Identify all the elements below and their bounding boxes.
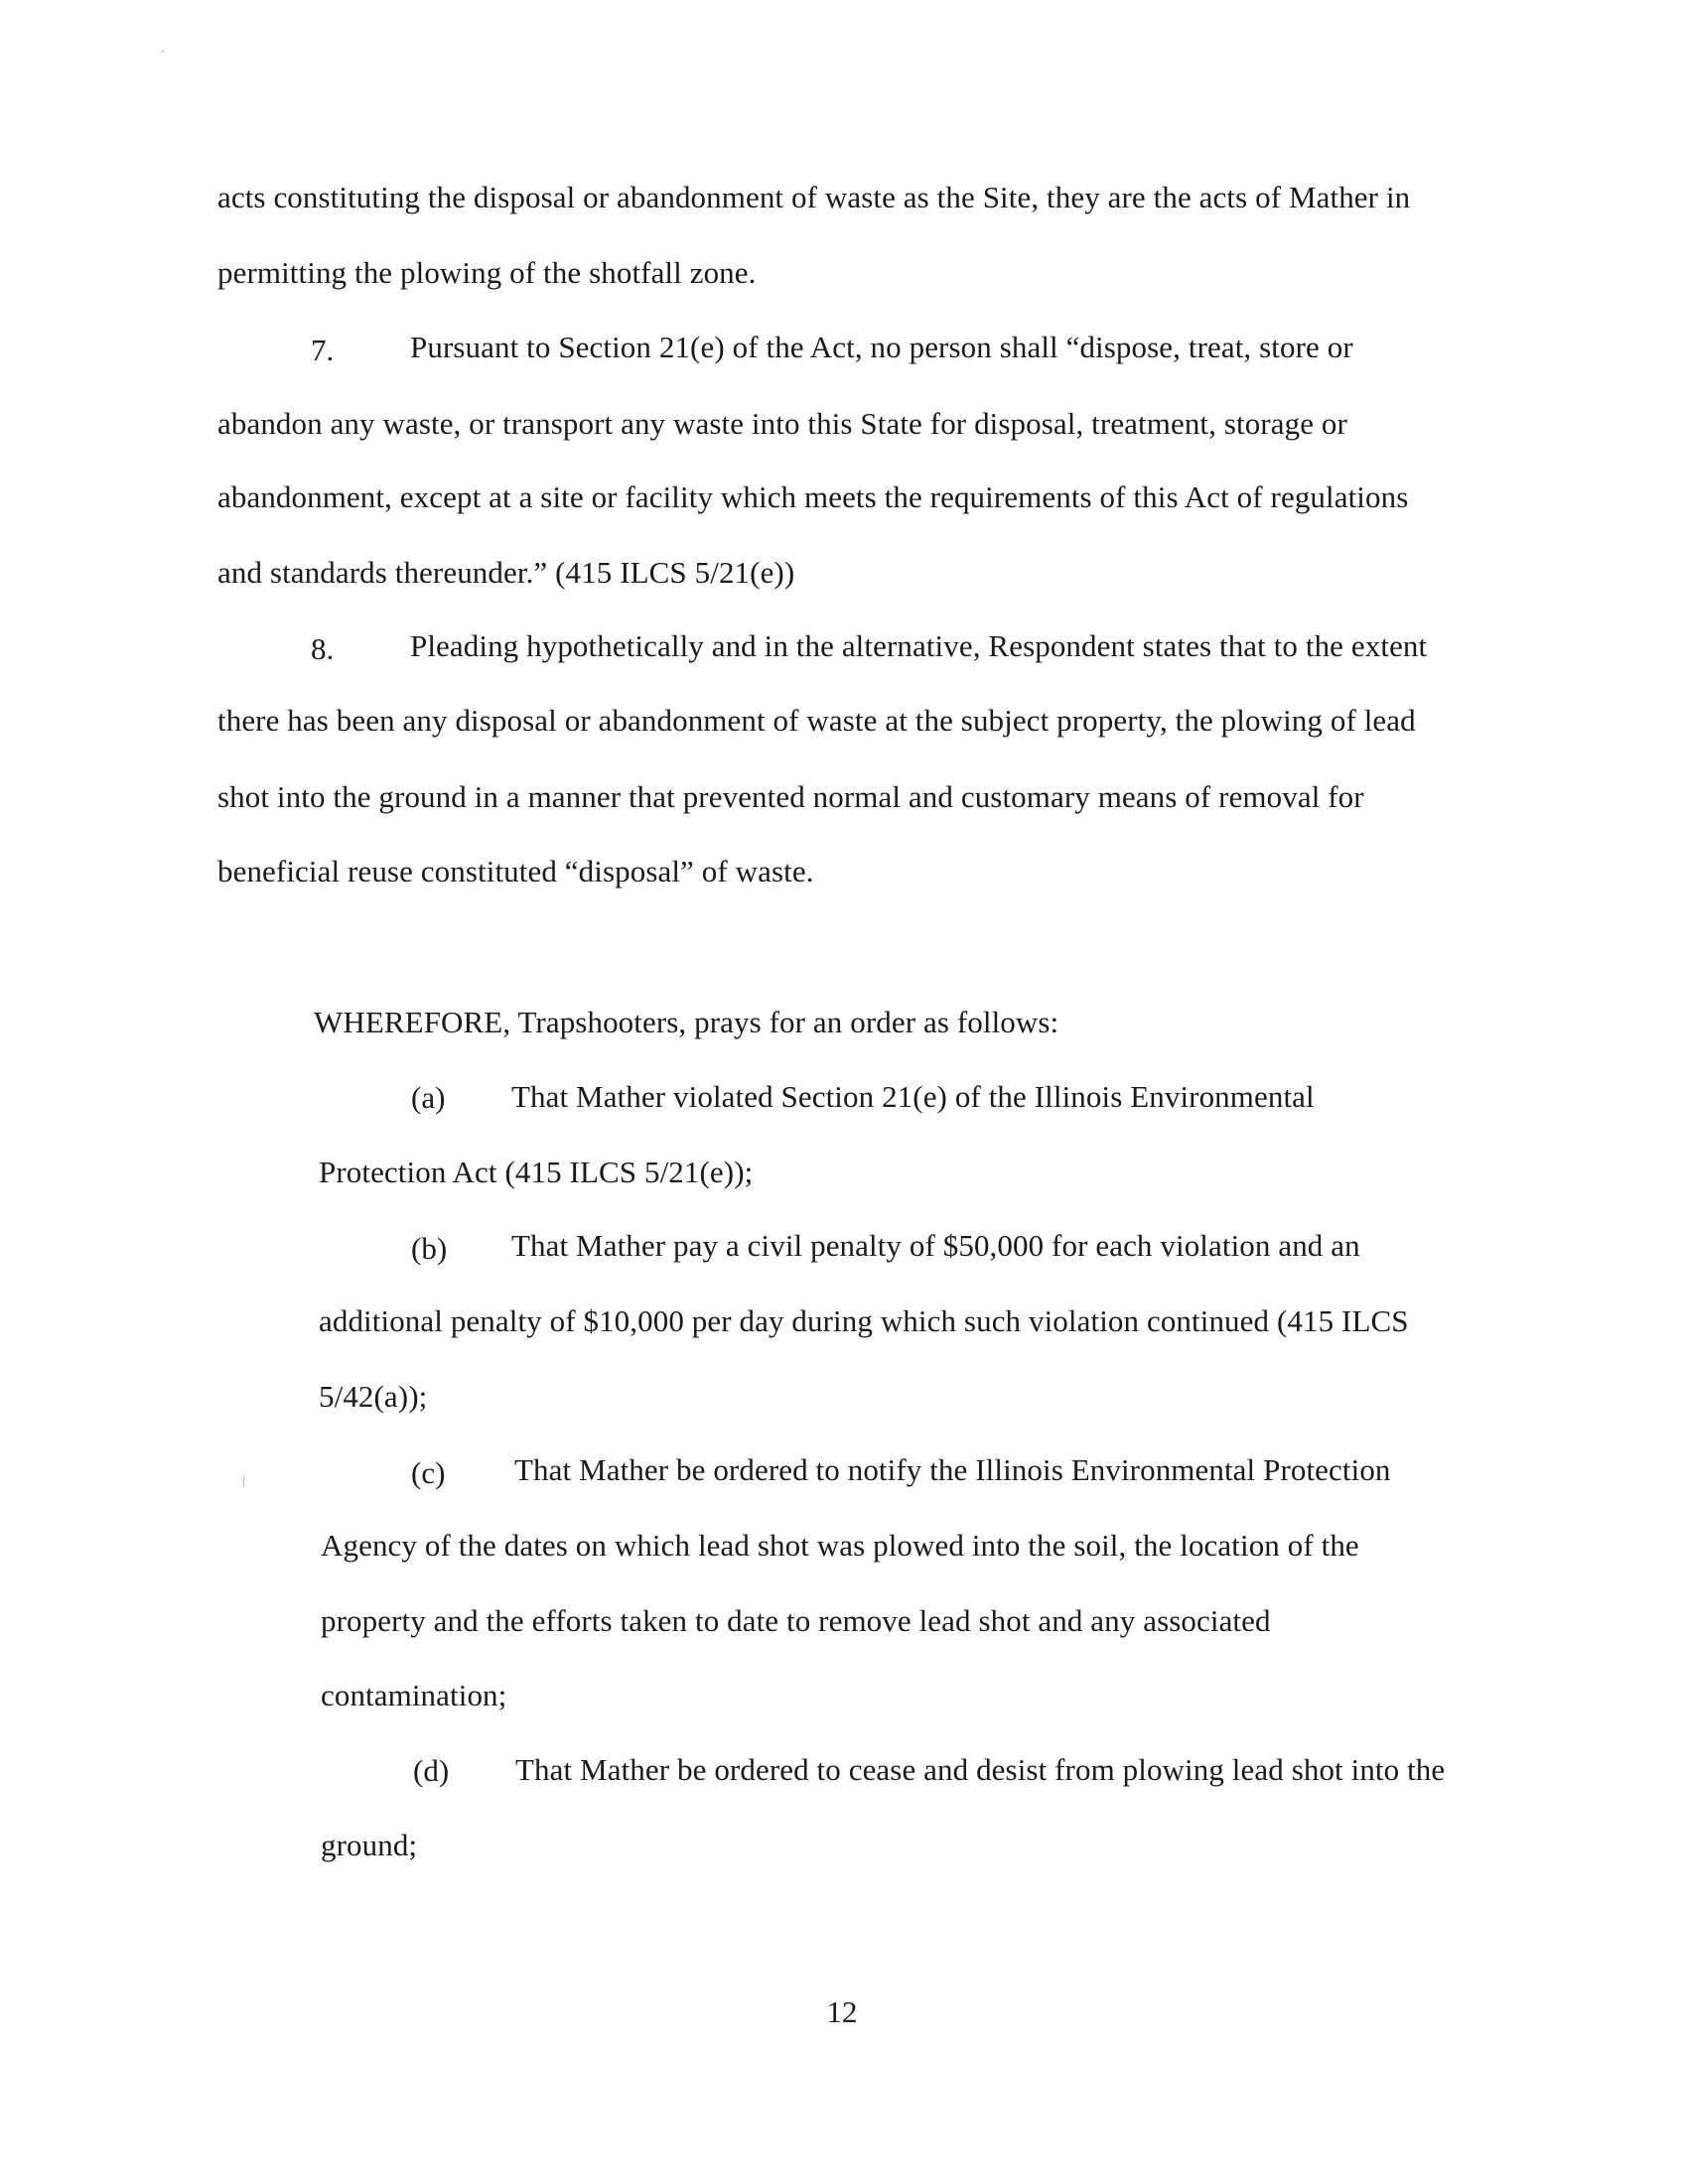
text-line: That Mather be ordered to notify the Illinois Environmental Protection	[514, 1452, 1391, 1487]
paragraph-number: 8.	[311, 631, 335, 666]
text-line: beneficial reuse constituted “disposal” of waste.	[217, 854, 814, 888]
scan-speck	[162, 51, 164, 53]
text-line: 5/42(a));	[319, 1379, 428, 1414]
text-line: and standards thereunder.” (415 ILCS 5/21(e))	[217, 555, 795, 590]
text-line: permitting the plowing of the shotfall zone.	[217, 255, 757, 290]
text-line: That Mather pay a civil penalty of $50,000 for each violation and an	[511, 1228, 1360, 1263]
text-line: That Mather violated Section 21(e) of the Illinois Environmental	[511, 1079, 1315, 1114]
text-line: abandon any waste, or transport any waste into this State for disposal, treatment, storage or	[217, 406, 1347, 441]
text-line: additional penalty of $10,000 per day during which such violation continued (415 ILCS	[319, 1303, 1409, 1338]
text-line: Pleading hypothetically and in the alternative, Respondent states that to the extent	[410, 628, 1428, 663]
text-line: contamination;	[321, 1678, 507, 1712]
relief-label: (b)	[411, 1231, 448, 1266]
page-number: 12	[826, 1994, 858, 2029]
text-line: Pursuant to Section 21(e) of the Act, no person shall “dispose, treat, store or	[410, 330, 1353, 364]
scan-speck	[243, 1475, 244, 1487]
relief-label: (a)	[411, 1080, 446, 1115]
text-line: property and the efforts taken to date to remove lead shot and any associated	[321, 1603, 1271, 1638]
relief-label: (c)	[411, 1455, 446, 1490]
text-line: Protection Act (415 ILCS 5/21(e));	[319, 1155, 754, 1189]
text-line: shot into the ground in a manner that prevented normal and customary means of removal for	[217, 779, 1364, 814]
wherefore-clause: WHEREFORE, Trapshooters, prays for an order as follows:	[314, 1005, 1059, 1039]
relief-label: (d)	[413, 1753, 450, 1788]
paragraph-number: 7.	[311, 333, 335, 367]
text-line: acts constituting the disposal or abandonment of waste as the Site, they are the acts of Mather in	[217, 180, 1411, 214]
text-line: abandonment, except at a site or facility which meets the requirements of this Act of regulations	[217, 479, 1409, 514]
text-line: ground;	[321, 1828, 418, 1862]
text-line: That Mather be ordered to cease and desist from plowing lead shot into the	[515, 1752, 1446, 1787]
text-line: there has been any disposal or abandonment of waste at the subject property, the plowing of lead	[217, 703, 1416, 738]
text-line: Agency of the dates on which lead shot was plowed into the soil, the location of the	[321, 1528, 1359, 1563]
